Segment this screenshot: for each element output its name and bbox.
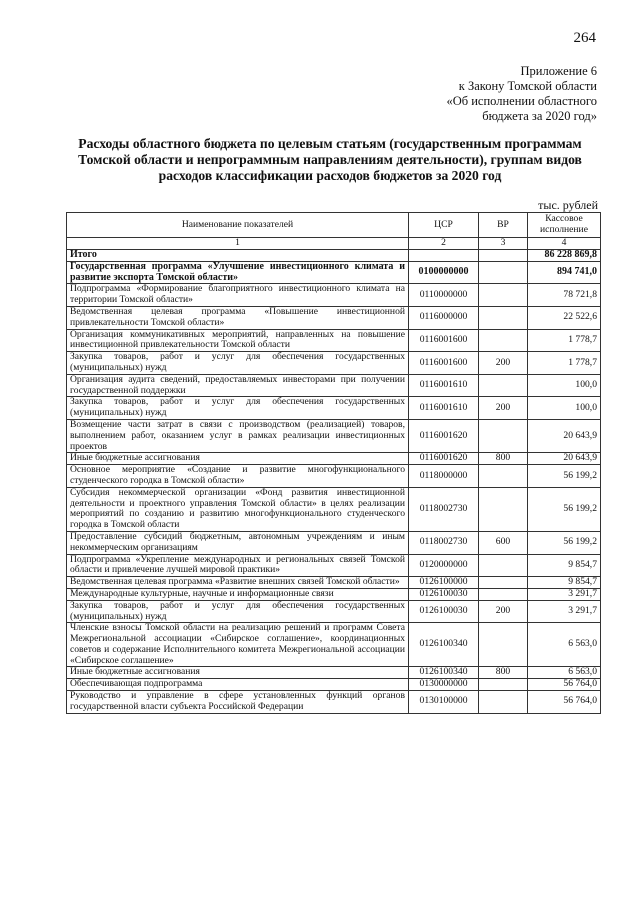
row-csr: 0116001620 (409, 419, 479, 452)
row-vr (479, 691, 528, 714)
row-value: 56 199,2 (528, 487, 601, 531)
row-csr: 0126100030 (409, 588, 479, 600)
row-vr: 600 (479, 531, 528, 554)
appendix-line: к Закону Томской области (458, 79, 597, 93)
row-value: 9 854,7 (528, 554, 601, 577)
table-row (67, 453, 601, 465)
row-vr (479, 306, 528, 329)
row-name: Закупка товаров, работ и услуг для обеспечения государственных (муниципальных) нужд (67, 397, 409, 420)
row-value: 6 563,0 (528, 623, 601, 667)
row-value: 894 741,0 (528, 261, 601, 284)
row-vr (479, 465, 528, 488)
index-row (67, 238, 601, 250)
row-value: 9 854,7 (528, 577, 601, 589)
row-vr: 800 (479, 667, 528, 679)
row-vr (479, 679, 528, 691)
units-label: тыс. рублей (538, 198, 598, 212)
table-row (67, 374, 601, 397)
row-csr: 0116001600 (409, 352, 479, 375)
header-row (67, 213, 601, 238)
appendix-line: бюджета за 2020 год» (482, 109, 597, 123)
row-name: Закупка товаров, работ и услуг для обеспечения государственных (муниципальных) нужд (67, 352, 409, 375)
row-value: 56 764,0 (528, 691, 601, 714)
row-name: Подпрограмма «Формирование благоприятного инвестиционного климата на территории Томской области» (67, 284, 409, 307)
row-vr: 200 (479, 600, 528, 623)
row-value: 86 228 869,8 (528, 250, 601, 262)
row-name: Членские взносы Томской области на реализацию решений и программ Совета Межрегиональной ассоциации «Сибирское соглашение», координационных советов и содержание Исполнительного комитета Межрегиональной ассоциации «Сибирское соглашение» (67, 623, 409, 667)
row-vr (479, 329, 528, 352)
row-csr: 0110000000 (409, 284, 479, 307)
table-row (67, 487, 601, 531)
row-value: 6 563,0 (528, 667, 601, 679)
row-vr (479, 261, 528, 284)
row-csr: 0126100340 (409, 623, 479, 667)
row-csr: 0118002730 (409, 531, 479, 554)
row-csr: 0116001620 (409, 453, 479, 465)
table-row (67, 465, 601, 488)
table-row (67, 691, 601, 714)
table-row (67, 554, 601, 577)
index-cell: 3 (479, 238, 528, 250)
table-row (67, 250, 601, 262)
row-value: 1 778,7 (528, 352, 601, 375)
row-csr: 0126100340 (409, 667, 479, 679)
row-csr: 0120000000 (409, 554, 479, 577)
row-name: Организация аудита сведений, предоставляемых инвесторами при получении государственной поддержки (67, 374, 409, 397)
table-row (67, 588, 601, 600)
appendix-line: «Об исполнении областного (446, 94, 597, 108)
row-name: Обеспечивающая подпрограмма (67, 679, 409, 691)
row-csr: 0126100030 (409, 600, 479, 623)
row-name: Ведомственная целевая программа «Повышение инвестиционной привлекательности Томской области» (67, 306, 409, 329)
table-row (67, 679, 601, 691)
row-csr: 0130000000 (409, 679, 479, 691)
row-value: 20 643,9 (528, 453, 601, 465)
row-name: Государственная программа «Улучшение инвестиционного климата и развитие экспорта Томской области» (67, 261, 409, 284)
row-csr: 0116000000 (409, 306, 479, 329)
index-cell: 4 (528, 238, 601, 250)
row-vr (479, 588, 528, 600)
row-vr: 200 (479, 397, 528, 420)
row-value: 100,0 (528, 374, 601, 397)
budget-table (66, 212, 601, 714)
index-cell: 2 (409, 238, 479, 250)
row-vr (479, 284, 528, 307)
row-vr (479, 554, 528, 577)
page-number: 264 (573, 30, 596, 46)
row-name: Международные культурные, научные и информационные связи (67, 588, 409, 600)
row-value: 78 721,8 (528, 284, 601, 307)
row-name: Основное мероприятие «Создание и развитие многофункционального студенческого городка в Томской области» (67, 465, 409, 488)
index-cell: 1 (67, 238, 409, 250)
row-name: Закупка товаров, работ и услуг для обеспечения государственных (муниципальных) нужд (67, 600, 409, 623)
row-csr: 0126100000 (409, 577, 479, 589)
table-row (67, 306, 601, 329)
row-csr (409, 250, 479, 262)
document-title: Расходы областного бюджета по целевым статьям (государственным программам Томской области и непрограммным направлениям деятельности), группам видов расходов классификации расходов бюджетов за 2020 год (78, 136, 582, 183)
table-row (67, 352, 601, 375)
row-value: 56 199,2 (528, 531, 601, 554)
row-name: Подпрограмма «Укрепление международных и региональных связей Томской области и привлечение лучшей мировой практики» (67, 554, 409, 577)
row-vr (479, 419, 528, 452)
row-name: Итого (67, 250, 409, 262)
row-value: 100,0 (528, 397, 601, 420)
row-vr (479, 250, 528, 262)
table-row (67, 284, 601, 307)
row-csr: 0116001600 (409, 329, 479, 352)
table-row (67, 667, 601, 679)
row-value: 3 291,7 (528, 600, 601, 623)
row-name: Иные бюджетные ассигнования (67, 667, 409, 679)
row-csr: 0130100000 (409, 691, 479, 714)
row-name: Руководство и управление в сфере установленных функций органов государственной власти субъекта Российской Федерации (67, 691, 409, 714)
row-value: 20 643,9 (528, 419, 601, 452)
table-row (67, 531, 601, 554)
row-value: 1 778,7 (528, 329, 601, 352)
row-vr (479, 623, 528, 667)
row-vr: 800 (479, 453, 528, 465)
row-vr: 200 (479, 352, 528, 375)
row-value: 22 522,6 (528, 306, 601, 329)
table-row (67, 600, 601, 623)
appendix-note (446, 64, 597, 124)
row-name: Возмещение части затрат в связи с производством (реализацией) товаров, выполнением работ, оказанием услуг в рамках реализации инвестиционных проектов (67, 419, 409, 452)
row-name: Иные бюджетные ассигнования (67, 453, 409, 465)
table-row (67, 261, 601, 284)
row-name: Ведомственная целевая программа «Развитие внешних связей Томской области» (67, 577, 409, 589)
row-csr: 0118000000 (409, 465, 479, 488)
header-name: Наименование показателей (67, 213, 409, 238)
header-csr: ЦСР (409, 213, 479, 238)
row-value: 56 199,2 (528, 465, 601, 488)
row-csr: 0116001610 (409, 374, 479, 397)
table-row (67, 419, 601, 452)
row-vr (479, 577, 528, 589)
row-vr (479, 374, 528, 397)
row-vr (479, 487, 528, 531)
header-vr: ВР (479, 213, 528, 238)
table-row (67, 397, 601, 420)
row-csr: 0118002730 (409, 487, 479, 531)
row-name: Предоставление субсидий бюджетным, автономным учреждениям и иным некоммерческим организациям (67, 531, 409, 554)
row-value: 3 291,7 (528, 588, 601, 600)
table-row (67, 623, 601, 667)
row-value: 56 764,0 (528, 679, 601, 691)
row-name: Организация коммуникативных мероприятий, направленных на повышение инвестиционной привлекательности Томской области (67, 329, 409, 352)
header-value: Кассовое исполнение (528, 213, 601, 238)
table-row (67, 577, 601, 589)
row-csr: 0100000000 (409, 261, 479, 284)
row-csr: 0116001610 (409, 397, 479, 420)
appendix-line: Приложение 6 (520, 64, 597, 78)
row-name: Субсидия некоммерческой организации «Фонд развития инвестиционной деятельности и проектного управления Томской области» в целях реализации мероприятий по созданию и развитию многофункционального студенческого городка в Томской области (67, 487, 409, 531)
table-row (67, 329, 601, 352)
